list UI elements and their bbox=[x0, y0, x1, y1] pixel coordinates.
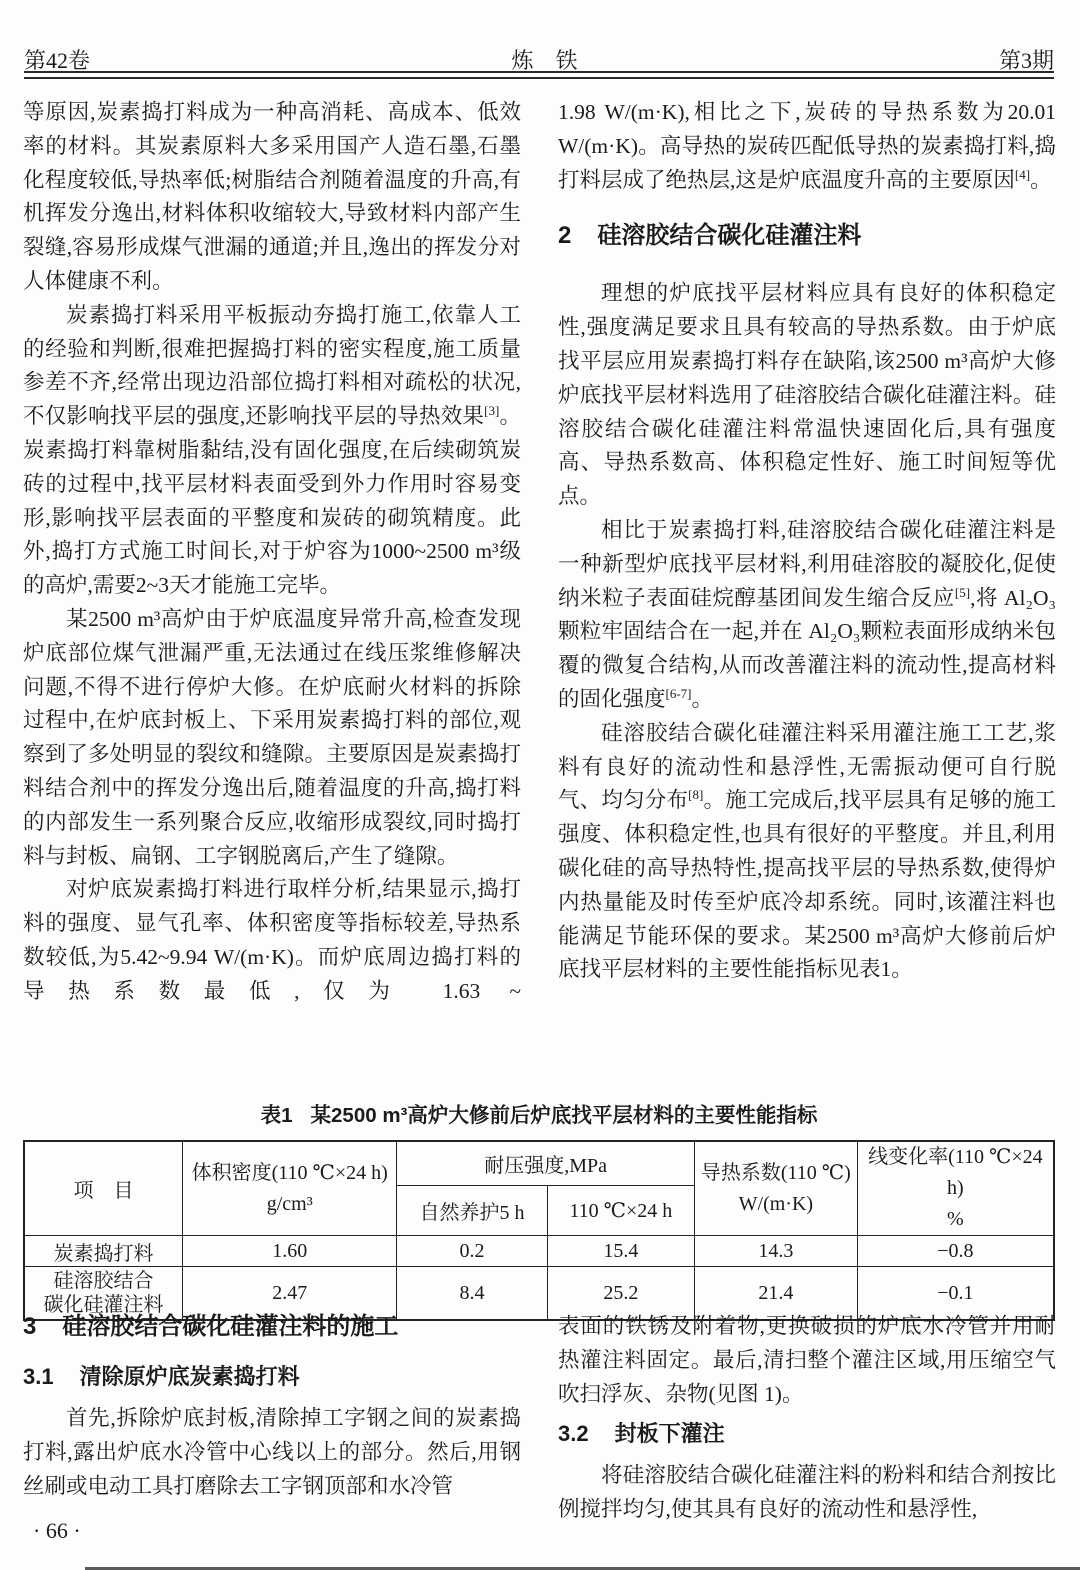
section-title: 清除原炉底炭素捣打料 bbox=[79, 1364, 300, 1389]
journal-title: 炼 铁 bbox=[511, 48, 578, 73]
issue-label: 第3期 bbox=[998, 48, 1054, 73]
text-run: 。施工完成后,找平层具有足够的施工强度、体积稳定性,也具有很好的平整度。并且,利用碳化硅的高导热特性,提高找平层的导热系数,使得炉内热量能及时传至炉底冷却系统。同时,该灌注料也能满足节能环保的要求。某2500 m³高炉大修前后炉底找平层材料的主要性能指标见表1。 bbox=[558, 788, 1056, 982]
column-top-right bbox=[558, 96, 1056, 987]
paragraph bbox=[558, 1310, 1056, 1411]
col-header-item: 项 目 bbox=[24, 1141, 183, 1236]
text-run: ,将 Al₂O₃颗粒牢固结合在一起,并在 Al₂O₃颗粒表面形成纳米包覆的微复合结构,从而改善灌注料的流动性,提高材料的固化强度 bbox=[558, 585, 1056, 711]
col-header-linear-change: 线变化率(110 ℃×24 h) % bbox=[857, 1141, 1054, 1236]
paragraph bbox=[23, 1402, 521, 1503]
section-heading bbox=[558, 219, 1056, 253]
text-run: 等原因,炭素捣打料成为一种高消耗、高成本、低效率的材料。其炭素原料大多采用国产人造石墨,石墨化程度较低,导热率低;树脂结合剂随着温度的升高,有机挥发分逸出,材料体积收缩较大,导致材料内部产生裂缝,容易形成煤气泄漏的通道;并且,逸出的挥发分对人体健康不利。 bbox=[23, 100, 521, 293]
text-run: 。 bbox=[1030, 167, 1052, 192]
section-heading bbox=[23, 1310, 521, 1344]
section-title: 硅溶胶结合碳化硅灌注料的施工 bbox=[62, 1313, 399, 1340]
cell-value: 0.2 bbox=[397, 1236, 547, 1267]
reference-superscript: [3] bbox=[484, 403, 500, 419]
paragraph bbox=[558, 96, 1056, 197]
cell-value: −0.8 bbox=[857, 1236, 1054, 1267]
cell-value: 15.4 bbox=[547, 1236, 694, 1267]
col-header-thermal-conductivity: 导热系数(110 ℃) W/(m·K) bbox=[695, 1141, 858, 1236]
col-header-compressive-strength: 耐压强度,MPa bbox=[397, 1141, 695, 1186]
text-run: 。炭素捣打料靠树脂黏结,没有固化强度,在后续砌筑炭砖的过程中,找平层材料表面受到外力作用时容易变形,影响找平层表面的平整度和炭砖的砌筑精度。此外,捣打方式施工时间长,对于炉容为1000~2500 m³级的高炉,需要2~3天才能施工完毕。 bbox=[23, 404, 521, 598]
row-item-label: 炭素捣打料 bbox=[24, 1236, 183, 1267]
section-number: 3 bbox=[23, 1313, 37, 1340]
subsection-heading bbox=[23, 1362, 521, 1392]
reference-superscript: [6-7] bbox=[665, 685, 692, 701]
row-item-label: 硅溶胶结合 碳化硅灌注料 bbox=[24, 1267, 183, 1321]
table-caption-title: 某2500 m³高炉大修前后炉底找平层材料的主要性能指标 bbox=[310, 1104, 818, 1127]
col-header-natural-curing: 自然养护5 h bbox=[397, 1186, 547, 1236]
paragraph bbox=[23, 96, 521, 299]
column-top-left bbox=[23, 96, 521, 1009]
text-run: 硅溶胶结合碳化硅灌注料采用灌注施工工艺,浆料有良好的流动性和悬浮性,无需振动便可自行脱气、均匀分布 bbox=[558, 720, 1056, 813]
cell-value: 1.60 bbox=[183, 1236, 397, 1267]
cell-value: −0.1 bbox=[857, 1267, 1054, 1321]
section-number: 3.1 bbox=[23, 1364, 54, 1389]
cell-value: 2.47 bbox=[183, 1267, 397, 1321]
text-run: 将硅溶胶结合碳化硅灌注料的粉料和结合剂按比例搅拌均匀,使其具有良好的流动性和悬浮性, bbox=[558, 1463, 1056, 1522]
table-row bbox=[24, 1236, 1054, 1267]
table-caption bbox=[23, 1103, 1055, 1129]
cell-value: 8.4 bbox=[397, 1267, 547, 1321]
paragraph bbox=[558, 514, 1056, 717]
page-number: · 66 · bbox=[33, 1518, 81, 1543]
section-number: 2 bbox=[558, 222, 572, 250]
text-run: 相比于炭素捣打料,硅溶胶结合碳化硅灌注料是一种新型炉底找平层材料,利用硅溶胶的凝胶化,促使纳米粒子表面硅烷醇基团间发生缩合反应 bbox=[558, 517, 1056, 610]
section-title: 硅溶胶结合碳化硅灌注料 bbox=[597, 222, 862, 250]
paragraph bbox=[23, 603, 521, 873]
paragraph bbox=[558, 1459, 1056, 1527]
header-double-rule bbox=[24, 71, 1054, 79]
table-block bbox=[23, 1103, 1055, 1321]
column-bottom-left bbox=[23, 1310, 521, 1503]
cell-value: 21.4 bbox=[695, 1267, 858, 1321]
text-run: 1.98 W/(m·K),相比之下,炭砖的导热系数为20.01 W/(m·K)。高导热的炭砖匹配低导热的炭素捣打料,捣打料层成了绝热层,这是炉底温度升高的主要原因 bbox=[558, 100, 1056, 192]
performance-table bbox=[23, 1140, 1055, 1321]
col-header-110c-24h: 110 ℃×24 h bbox=[547, 1186, 694, 1236]
paragraph bbox=[558, 717, 1056, 987]
reference-superscript: [4] bbox=[1014, 166, 1031, 182]
text-run: 理想的炉底找平层材料应具有良好的体积稳定性,强度满足要求且具有较高的导热系数。由于炉底找平层应用炭素捣打料存在缺陷,该2500 m³高炉大修炉底找平层材料选用了硅溶胶结合碳化硅灌注料。硅溶胶结合碳化硅灌注料常温快速固化后,具有强度高、导热系数高、体积稳定性好、施工时间短等优点。 bbox=[558, 281, 1056, 509]
paragraph bbox=[23, 299, 521, 603]
table-caption-label: 表1 bbox=[260, 1104, 293, 1127]
paragraph bbox=[23, 873, 521, 1008]
subsection-heading bbox=[558, 1419, 1056, 1449]
cell-value: 14.3 bbox=[695, 1236, 858, 1267]
col-header-bulk-density: 体积密度(110 ℃×24 h) g/cm³ bbox=[183, 1141, 397, 1236]
text-run: 表面的铁锈及附着物,更换破损的炉底水冷管并用耐热灌注料固定。最后,清扫整个灌注区域,用压缩空气吹扫浮灰、杂物(见图 1)。 bbox=[558, 1314, 1056, 1406]
paragraph bbox=[558, 277, 1056, 514]
text-run: 。 bbox=[691, 686, 714, 711]
section-title: 封板下灌注 bbox=[614, 1421, 725, 1447]
section-number: 3.2 bbox=[558, 1421, 589, 1447]
text-run: 炭素捣打料采用平板振动夯捣打施工,依靠人工的经验和判断,很难把握捣打料的密实程度,施工质量参差不齐,经常出现边沿部位捣打料相对疏松的状况,不仅影响找平层的强度,还影响找平层的导热效果 bbox=[23, 302, 521, 429]
reference-superscript: [5] bbox=[954, 584, 971, 600]
reference-superscript: [8] bbox=[688, 787, 704, 803]
column-bottom-right bbox=[558, 1310, 1056, 1527]
text-run: 某2500 m³高炉由于炉底温度异常升高,检查发现炉底部位煤气泄漏严重,无法通过在线压浆维修解决问题,不得不进行停炉大修。在炉底耐火材料的拆除过程中,在炉底封板上、下采用炭素捣打料的部位,观察到了多处明显的裂纹和缝隙。主要原因是炭素捣打料结合剂中的挥发分逸出后,随着温度的升高,捣打料的内部发生一系列聚合反应,收缩形成裂纹,同时捣打料与封板、扁钢、工字钢脱离后,产生了缝隙。 bbox=[23, 606, 521, 868]
cell-value: 25.2 bbox=[547, 1267, 694, 1321]
volume-label: 第42卷 bbox=[24, 48, 91, 73]
text-run: 首先,拆除炉底封板,清除掉工字钢之间的炭素捣打料,露出炉底水冷管中心线以上的部分。然后,用钢丝刷或电动工具打磨除去工字钢顶部和水冷管 bbox=[23, 1406, 521, 1498]
text-run: 对炉底炭素捣打料进行取样分析,结果显示,捣打料的强度、显气孔率、体积密度等指标较差,导热系数较低,为5.42~9.94 W/(m·K)。而炉底周边捣打料的导热系数最低,仅为 1.63 ~ bbox=[23, 877, 521, 1003]
